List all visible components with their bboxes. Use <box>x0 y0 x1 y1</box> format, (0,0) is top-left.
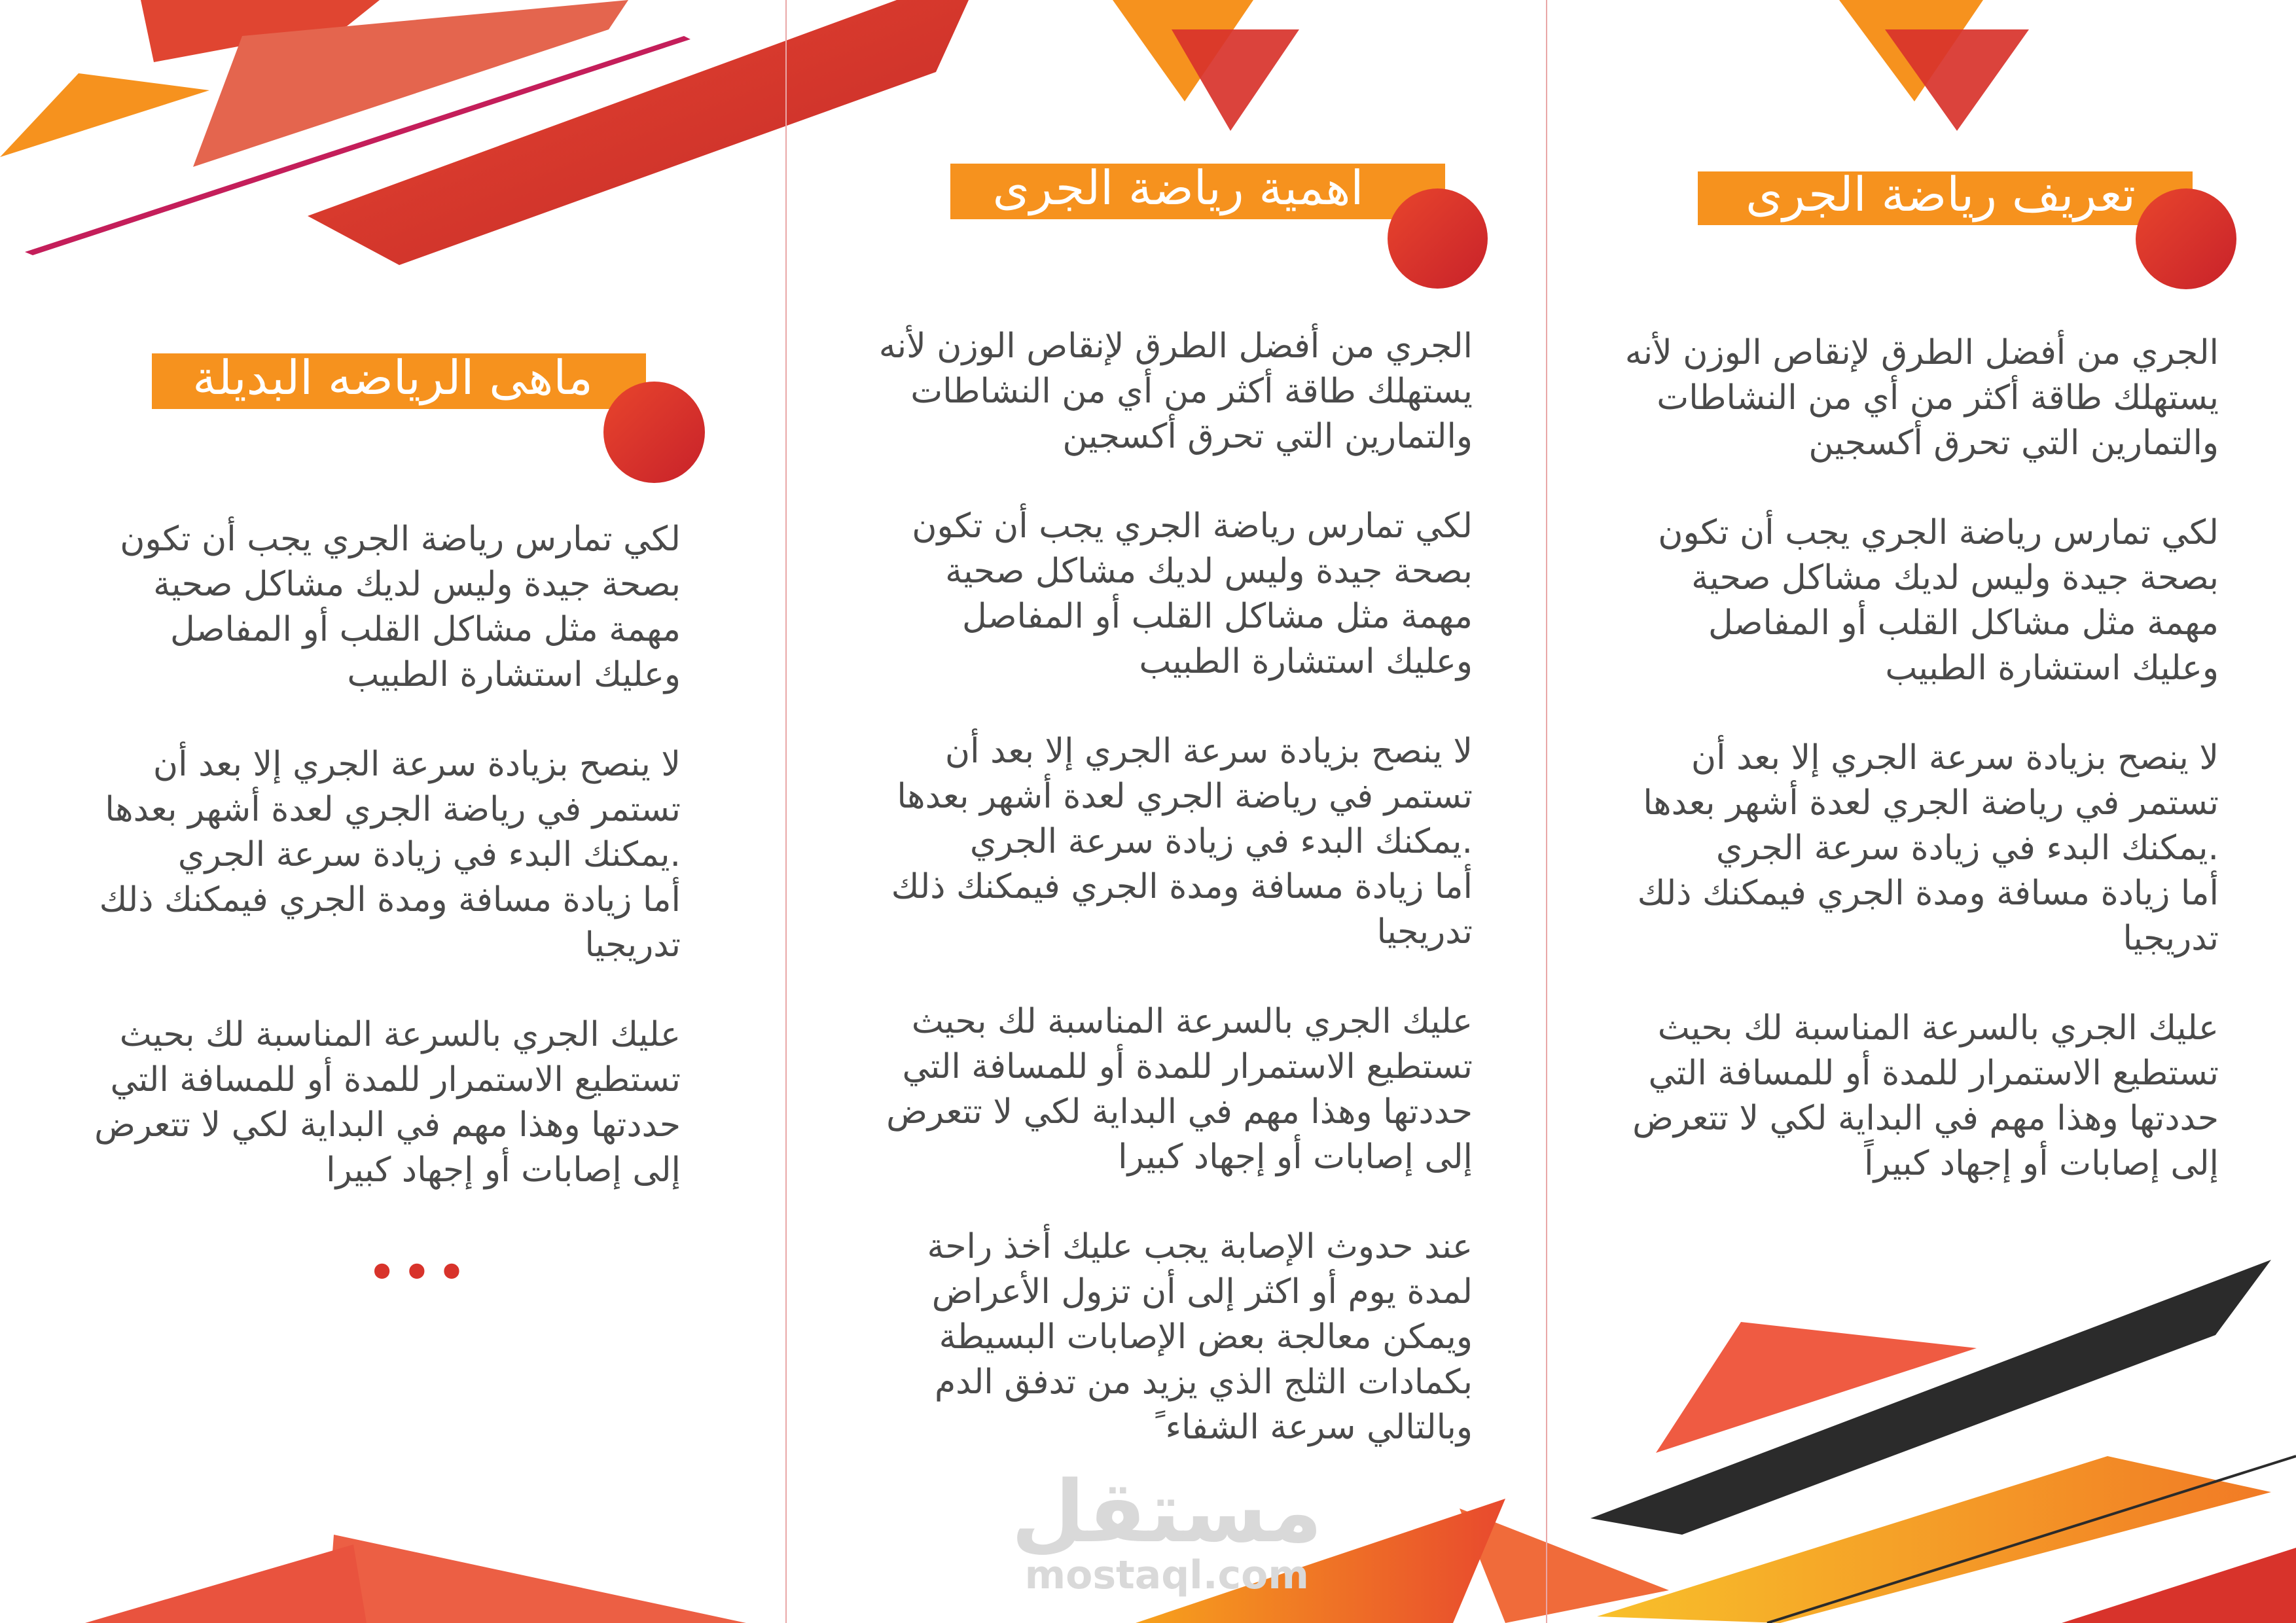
paragraph: الجري من أفضل الطرق لإنقاص الوزن لأنه يستهلك طاقة أكثر من أي من النشاطات والتمارين التي تحرق أكسجين <box>878 327 1473 456</box>
paragraph: لكي تمارس رياضة الجري يجب أن تكون بصحة جيدة وليس لديك مشاكل صحية مهمة مثل مشاكل القلب أو المفاصل وعليك استشارة الطبيب <box>1658 513 2219 688</box>
panel-heading: اهمية رياضة الجرى <box>992 160 1364 215</box>
more-indicator: ••• <box>367 1242 471 1303</box>
panel-body <box>39 517 681 1238</box>
paragraph: لا ينصح بزيادة سرعة الجري إلا بعد أن تستمر في رياضة الجري لعدة أشهر بعدها .يمكنك البدء في زيادة سرعة الجري أما زيادة مسافة ومدة الجري فيمكنك ذلك تدريجيا <box>891 732 1473 952</box>
top-left-orange-triangle <box>0 73 209 157</box>
panel-divider-right <box>1546 0 1547 1623</box>
watermark-latin: mostaql.com <box>1024 1552 1309 1598</box>
heading-circle <box>2136 188 2236 289</box>
panel-heading: ماهى الرياضه البديلة <box>192 350 593 405</box>
panel-body <box>818 324 1473 1495</box>
heading-circle <box>603 382 705 483</box>
panel-body <box>1571 330 2219 1231</box>
paragraph: عند حدوث الإصابة يجب عليك أخذ راحة لمدة يوم أو اكثر إلى أن تزول الأعراض ويمكن معالجة بعض الإصابات البسيطة بكمادات الثلج الذي يزيد من تدفق الدم وبالتالي سرعة الشفاء ً <box>927 1227 1473 1447</box>
bottom-right-red-corner <box>2062 1548 2296 1623</box>
paragraph: عليك الجري بالسرعة المناسبة لك بحيث تستطيع الاستمرار للمدة أو للمسافة التي حددتها وهذا مهم في البداية لكي لا تتعرض إلى إصابات أو إجهاد كبيرا <box>886 1002 1473 1177</box>
watermark-arabic: مستقل <box>1011 1462 1323 1561</box>
bottom-left-band-2 <box>85 1544 367 1623</box>
panel-divider-left <box>785 0 787 1623</box>
paragraph: عليك الجري بالسرعة المناسبة لك بحيث تستطيع الاستمرار للمدة أو للمسافة التي حددتها وهذا مهم في البداية لكي لا تتعرض إلى إصابات أو إجهاد كبيراً <box>1632 1008 2219 1183</box>
paragraph: لا ينصح بزيادة سرعة الجري إلا بعد أن تستمر في رياضة الجري لعدة أشهر بعدها .يمكنك البدء في زيادة سرعة الجري أما زيادة مسافة ومدة الجري فيمكنك ذلك تدريجيا <box>1637 738 2219 958</box>
paragraph: لا ينصح بزيادة سرعة الجري إلا بعد أن تستمر في رياضة الجري لعدة أشهر بعدها .يمكنك البدء في زيادة سرعة الجري أما زيادة مسافة ومدة الجري فيمكنك ذلك تدريجيا <box>99 745 681 965</box>
paragraph: الجري من أفضل الطرق لإنقاص الوزن لأنه يستهلك طاقة أكثر من أي من النشاطات والتمارين التي تحرق أكسجين <box>1624 333 2219 463</box>
paragraph: لكي تمارس رياضة الجري يجب أن تكون بصحة جيدة وليس لديك مشاكل صحية مهمة مثل مشاكل القلب أو المفاصل وعليك استشارة الطبيب <box>120 520 681 694</box>
heading-circle <box>1388 188 1488 289</box>
paragraph: لكي تمارس رياضة الجري يجب أن تكون بصحة جيدة وليس لديك مشاكل صحية مهمة مثل مشاكل القلب أو المفاصل وعليك استشارة الطبيب <box>912 507 1473 681</box>
panel-heading: تعريف رياضة الجرى <box>1746 167 2136 222</box>
paragraph: عليك الجري بالسرعة المناسبة لك بحيث تستطيع الاستمرار للمدة أو للمسافة التي حددتها وهذا مهم في البداية لكي لا تتعرض إلى إصابات أو إجهاد كبيرا <box>94 1015 681 1190</box>
watermark <box>1011 1462 1323 1598</box>
bottom-left-band <box>327 1535 746 1623</box>
